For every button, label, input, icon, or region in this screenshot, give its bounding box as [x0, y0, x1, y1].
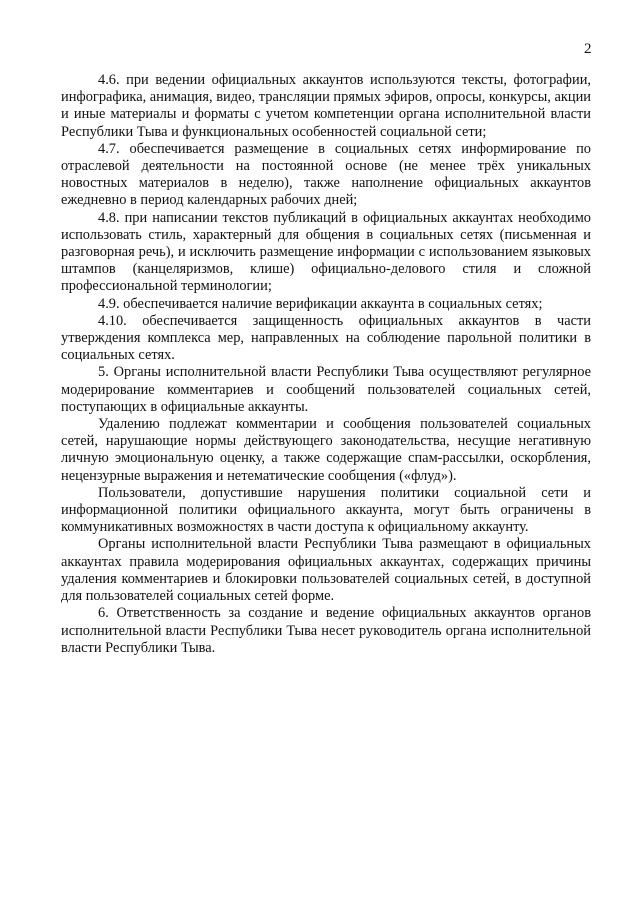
paragraph-5-rules: Органы исполнительной власти Республики Тыва размещают в официальных аккаунтах правила модерирования официальных аккаунтах, содержащих причины удаления комментариев и блокировки пользователей социальных сетей, в доступной для пользователей социальных сетей форме. [61, 536, 591, 605]
paragraph-5-deletion: Удалению подлежат комментарии и сообщения пользователей социальных сетей, нарушающие нормы действующего законодательства, несущие негативную личную эмоциональную оценку, а также содержащие спам-рассылки, оскорбления, нецензурные выражения и нетематические сообщения («флуд»). [61, 416, 591, 484]
paragraph-4-8: 4.8. при написании текстов публикаций в официальных аккаунтах необходимо использовать стиль, характерный для общения в социальных сетях (письменная и разговорная речь), и исключить размещение информации с использованием языковых штампов (канцеляризмов, клише) официально-делового стиля и сложной профессиональной терминологии; [61, 209, 591, 295]
paragraph-4-7: 4.7. обеспечивается размещение в социальных сетях информирование по отраслевой деятельности на постоянной основе (не менее трёх уникальных новостных материалов в неделю), также наполнение официальных аккаунтов ежедневно в период календарных рабочих дней; [61, 140, 591, 209]
paragraph-6: 6. Ответственность за создание и ведение официальных аккаунтов органов исполнительной власти Республики Тыва несет руководитель органа исполнительной власти Республики Тыва. [61, 605, 591, 656]
paragraph-4-6: 4.6. при ведении официальных аккаунтов используются тексты, фотографии, инфографика, анимация, видео, трансляции прямых эфиров, опросы, конкурсы, акции и иные материалы и форматы с учетом компетенции органа исполнительной власти Республики Тыва и функциональных особенностей социальной сети; [61, 72, 591, 140]
page-number: 2 [584, 41, 592, 57]
paragraph-5-restrictions: Пользователи, допустившие нарушения политики социальной сети и информационной политики официального аккаунта, могут быть ограничены в коммуникативных возможностях в части доступа к официальному аккаунту. [61, 484, 591, 536]
document-body [61, 72, 591, 657]
paragraph-4-9: 4.9. обеспечивается наличие верификации аккаунта в социальных сетях; [98, 295, 543, 312]
paragraph-4-10: 4.10. обеспечивается защищенность официальных аккаунтов в части утверждения комплекса мер, направленных на соблюдение парольной политики в социальных сетях. [61, 312, 591, 364]
paragraph-5: 5. Органы исполнительной власти Республики Тыва осуществляют регулярное модерирование комментариев и сообщений пользователей социальных сетей, поступающих в официальные аккаунты. [61, 364, 591, 415]
